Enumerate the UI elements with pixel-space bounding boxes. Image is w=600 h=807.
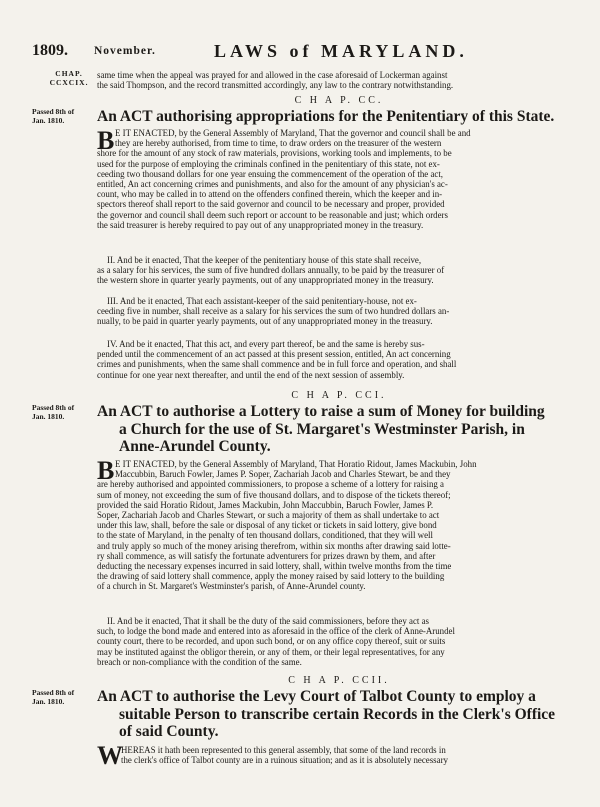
text-line: II. And be it enacted, That the keeper of the penitentiary house of this state shall receive, [107, 255, 422, 265]
text-line: ceeding five in number, shall receive as a salary for his services the sum of two hundred dollars an- [97, 306, 450, 317]
chap-cc-title [97, 108, 587, 126]
text-line: crimes and punishments, when the same shall commence and be in full force and operation, and shall [97, 359, 457, 370]
chap-cc-heading: C H A P. CC. [294, 95, 384, 106]
text-line: the said treasurer is hereby required to pay out of any unappropriated money in the treasury. [97, 219, 424, 230]
text-line: pended until the commencement of an act passed at this present session, entitled, An act concerning [97, 349, 451, 360]
chap-cc-dropcap: B [97, 126, 115, 155]
text-line: breach or non-compliance with the condition of the same. [97, 656, 302, 667]
text-line: Soper, Zachariah Jacob and Charles Stewart, or such a majority of them as shall undertake to act [97, 510, 440, 521]
text-line: Maccubbin, Baruch Fowler, James P. Soper, Zachariah Jacob and Charles Stewart, be and they [115, 469, 451, 480]
text-line: III. And be it enacted, That each assistant-keeper of the said penitentiary-house, not ex- [107, 296, 417, 306]
text-line: of a church in St. Margaret's Westminster's parish, of Anne-Arundel county. [97, 581, 366, 592]
text-line: spectors thereof shall report to the said governor and council to be necessary and proper, provided [97, 199, 445, 210]
running-header [32, 42, 580, 62]
header-year: 1809. [32, 42, 68, 59]
text-line: deducting the necessary expenses incurred in said lottery, shall, within twelve months from the time [97, 561, 452, 572]
text-line: II. And be it enacted, That it shall be the duty of the said commissioners, before they act as [107, 616, 429, 626]
text-line: the said Thompson, and the record transmitted accordingly, any law to the contrary notwithstanding. [97, 80, 454, 91]
title-line: An ACT to authorise a Lottery to raise a sum of Money for building [97, 403, 545, 420]
text-line: the drawing of said lottery shall commence, apply the money raised by said lottery to the building [97, 571, 445, 582]
text-line: such, to lodge the bond made and entered into as aforesaid in the office of the clerk of Anne-Arundel [97, 626, 455, 637]
title-line: An ACT to authorise the Levy Court of Talbot County to employ a [97, 688, 536, 705]
chap-cci-dropcap: B [97, 456, 115, 485]
title-line: suitable Person to transcribe certain Records in the Clerk's Office [119, 705, 556, 723]
text-line: as a salary for his services, the sum of five hundred dollars annually, to be paid by the treasurer of [97, 265, 445, 276]
prev-chap-mark: CHAP. CCXCIX. [49, 69, 89, 87]
chap-cc-section-2 [97, 255, 581, 286]
title-line: An ACT authorising appropriations for the Penitentiary of this State. [97, 108, 555, 125]
text-line: under this law, shall, before the sale or disposal of any ticket or tickets in said lottery, give bond [97, 520, 437, 531]
text-line: used for the purpose of employing the criminals confined in the penitentiary of this state, not ex- [97, 158, 440, 169]
chap-cci-section-1 [97, 456, 581, 592]
chap-cci-passed-note: Passed 8th of Jan. 1810. [32, 403, 75, 421]
text-line: the clerk's office of Talbot county are in a ruinous situation; and as it is absolutely necessary [121, 755, 448, 766]
header-title: LAWS of MARYLAND. [214, 41, 468, 61]
chap-cc-section-1 [97, 128, 581, 230]
text-line: the governor and council shall deem such report or account to be reasonable and just; which orders [97, 209, 448, 220]
chap-cc-section-3 [97, 296, 581, 327]
title-line: of said County. [119, 723, 219, 740]
text-line: sum of money, not exceeding the sum of five thousand dollars, and to dispose of the tickets thereof; [97, 489, 451, 500]
text-line: are hereby authorised and appointed commissioners, to propose a scheme of a lottery for raising a [97, 479, 445, 490]
chap-ccii-title [97, 688, 587, 741]
prev-chapter-tail [97, 70, 581, 90]
text-line: HEREAS it hath been represented to this general assembly, that some of the land records in [121, 745, 446, 755]
text-line: entitled, An act concerning crimes and punishments, and also for the amount of any physician's ac- [97, 179, 448, 190]
text-line: nually, to be paid in quarter yearly payments, out of any unappropriated money in the treasury. [97, 316, 433, 327]
chap-ccii-passed-note: Passed 8th of Jan. 1810. [32, 688, 75, 706]
text-line: ry shall commence, as will satisfy the fortunate adventurers for prizes drawn by them, and after [97, 550, 436, 561]
text-line: IV. And be it enacted, That this act, and every part thereof, be and the same is hereby sus- [107, 339, 425, 349]
text-line: E IT ENACTED, by the General Assembly of Maryland, That the governor and council shall be and [115, 128, 471, 138]
chap-cci-title [97, 403, 587, 456]
chap-cci-section-2 [97, 616, 581, 667]
text-line: shore for the amount of any stock of raw materials, provisions, working tools and implements, to be [97, 148, 452, 159]
chap-ccii-dropcap: W [97, 741, 123, 770]
text-line: they are hereby authorised, from time to time, to draw orders on the treasurer of the western [115, 138, 442, 149]
text-line: E IT ENACTED, by the General Assembly of Maryland, That Horatio Ridout, James Mackubin, John [115, 459, 477, 469]
text-line: and truly apply so much of the money arising therefrom, within six months after drawing said lotte- [97, 540, 451, 551]
title-line: a Church for the use of St. Margaret's Westminster Parish, in [119, 420, 525, 438]
chap-cci-heading: C H A P. CCI. [291, 390, 387, 401]
text-line: count, who may be called in to attend on the offenders confined therein, which the keeper and in- [97, 189, 443, 200]
text-line: ceeding two thousand dollars for one year ensuing the commencement of the operation of the act, [97, 168, 444, 179]
chap-ccii-heading: C H A P. CCII. [288, 675, 390, 686]
chap-ccii-preamble [97, 745, 581, 765]
chap-cc-passed-note: Passed 8th of Jan. 1810. [32, 107, 75, 125]
text-line: may be instituted against the obligor therein, or any of them, or their legal representatives, for any [97, 646, 445, 657]
text-line: provided the said Horatio Ridout, James Mackubin, John Maccubbin, Baruch Fowler, James P. [97, 499, 434, 510]
text-line: to the state of Maryland, in the penalty of ten thousand dollars, conditioned, that they will well [97, 530, 433, 541]
text-line: continue for one year next thereafter, and until the end of the next session of assembly. [97, 369, 405, 380]
text-line: county court, there to be recorded, and upon such bond, or on any office copy thereof, suit or suits [97, 636, 446, 647]
title-line: Anne-Arundel County. [119, 438, 271, 455]
text-line: same time when the appeal was prayed for and allowed in the case aforesaid of Lockerman against [97, 70, 448, 80]
text-line: the western shore in quarter yearly payments, out of any unappropriated money in the treasury. [97, 275, 434, 286]
header-month: November. [94, 45, 156, 57]
chap-cc-section-4 [97, 339, 581, 380]
